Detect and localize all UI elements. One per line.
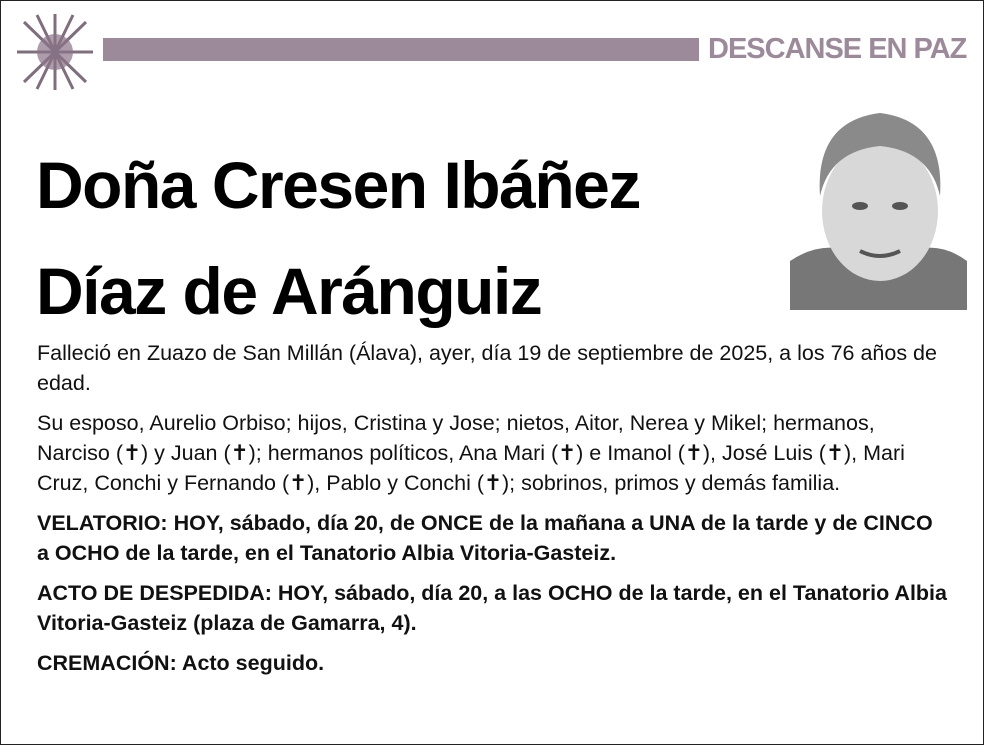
family-list: Su esposo, Aurelio Orbiso; hijos, Cristina y Jose; nietos, Aitor, Nerea y Mikel; hermanos, Narciso (✝) y Juan (✝); hermanos políticos, Ana Mari (✝) e Imanol (✝), José Luis (✝), Mari Cruz, Conchi y Fernando (✝), Pablo y Conchi (✝); sobrinos, primos y demás familia.: [37, 411, 905, 495]
name-line-2: Díaz de Aránguiz: [36, 254, 542, 328]
header-label: DESCANSE EN PAZ: [708, 33, 967, 65]
floral-emblem-icon: [12, 12, 98, 92]
death-announcement: Falleció en Zuazo de San Millán (Álava), ayer, día 19 de septiembre de 2025, a los 76 años de edad.: [37, 341, 937, 395]
deceased-photo: [790, 101, 967, 310]
farewell-info: ACTO DE DESPEDIDA: HOY, sábado, día 20, a las OCHO de la tarde, en el Tanatorio Albia Vitoria-Gasteiz (plaza de Gamarra, 4).: [37, 581, 947, 635]
cremation-info: CREMACIÓN: Acto seguido.: [37, 651, 325, 675]
name-line-1: Doña Cresen Ibáñez: [36, 148, 640, 222]
notice-body: [37, 338, 947, 688]
deceased-name: [36, 132, 640, 344]
header-bar: [103, 38, 699, 61]
wake-info: VELATORIO: HOY, sábado, día 20, de ONCE de la mañana a UNA de la tarde y de CINCO a OCHO de la tarde, en el Tanatorio Albia Vitoria-Gasteiz.: [37, 511, 933, 565]
